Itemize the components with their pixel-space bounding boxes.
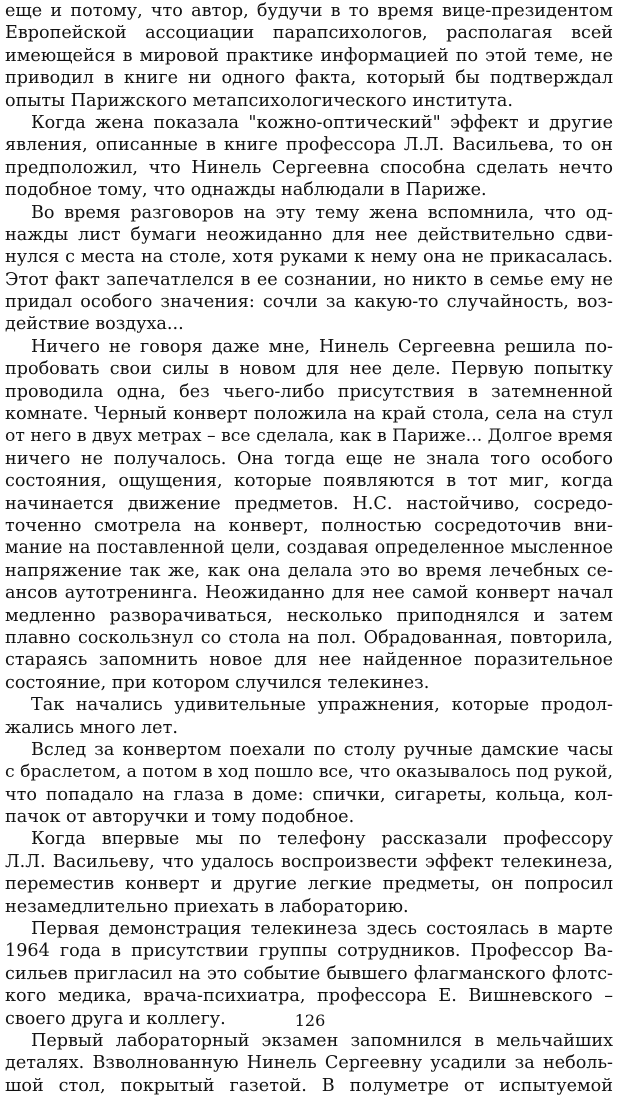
text-line: опыты Парижского метапсихологического института. bbox=[5, 90, 513, 111]
text-line: Первая демонстрация телекинеза здесь состоялась в марте bbox=[31, 919, 613, 940]
body-text bbox=[5, 0, 613, 1097]
text-line: подобное тому, что однажды наблюдали в Париже. bbox=[5, 180, 487, 201]
text-line: стараясь запомнить новое для нее найденное поразительное bbox=[5, 650, 613, 671]
text-line: незамедлительно приехать в лабораторию. bbox=[5, 896, 409, 917]
text-line: что попадало на глаза в доме: спички, сигареты, кольца, кол- bbox=[5, 784, 613, 805]
text-line: от него в двух метрах – все сделала, как в Париже... Долгое время bbox=[5, 426, 613, 447]
text-line: Вслед за конвертом поехали по столу ручные дамские часы bbox=[31, 739, 613, 760]
text-line: Л.Л. Васильеву, что удалось воспроизвести эффект телекинеза, bbox=[5, 851, 613, 872]
text-line: нажды лист бумаги неожиданно для нее действительно сдви- bbox=[5, 224, 613, 245]
text-line: придал особого значения: сочли за какую-то случайность, воз- bbox=[5, 292, 613, 313]
text-line: медленно разворачиваться, несколько приподнялся и затем bbox=[5, 605, 613, 626]
text-line: Когда впервые мы по телефону рассказали профессору bbox=[31, 829, 613, 850]
text-line: Когда жена показала "кожно-оптический" эффект и другие bbox=[31, 112, 613, 133]
page-number: 126 bbox=[294, 1011, 326, 1030]
text-line: плавно соскользнул со стола на пол. Обрадованная, повторила, bbox=[5, 627, 613, 648]
text-line: Ничего не говоря даже мне, Нинель Сергеевна решила по- bbox=[31, 336, 613, 357]
text-line: явления, описанные в книге профессора Л.Л. Васильева, то он bbox=[5, 135, 613, 156]
text-line: кого медика, врача-психиатра, профессора Е. Вишневского – bbox=[5, 986, 613, 1007]
text-line: 1964 года в присутствии группы сотрудников. Профессор Ва- bbox=[5, 941, 613, 962]
text-line: предположил, что Нинель Сергеевна способна сделать нечто bbox=[5, 157, 613, 178]
text-line: Первый лабораторный экзамен запомнился в мельчайших bbox=[31, 1030, 613, 1051]
text-line: переместив конверт и другие легкие предметы, он попросил bbox=[5, 874, 613, 895]
text-line: проводила одна, без чьего-либо присутствия в затемненной bbox=[5, 381, 613, 402]
text-line: состояния, ощущения, которые появляются в тот миг, когда bbox=[5, 471, 613, 492]
text-line: Европейской ассоциации парапсихологов, располагая всей bbox=[5, 23, 613, 44]
text-line: нулся с места на столе, хотя руками к нему она не прикасалась. bbox=[5, 247, 613, 268]
text-line: деталях. Взволнованную Нинель Сергеевну усадили за неболь- bbox=[5, 1053, 613, 1074]
text-line: пробовать свои силы в новом для нее деле. Первую попытку bbox=[5, 359, 613, 380]
text-line: напряжение так же, как она делала это во время лечебных се- bbox=[5, 560, 613, 581]
text-line: начинается движение предметов. Н.С. настойчиво, сосредо- bbox=[5, 493, 613, 514]
text-line: ничего не получалось. Она тогда еще не знала того особого bbox=[5, 448, 613, 469]
text-line: своего друга и коллегу. bbox=[5, 1008, 226, 1029]
text-line: ансов аутотренинга. Неожиданно для нее самой конверт начал bbox=[5, 583, 613, 604]
text-line: состояние, при котором случился телекинез. bbox=[5, 672, 430, 693]
text-line: точенно смотрела на конверт, полностью сосредоточив вни- bbox=[5, 515, 613, 536]
text-line: пачок от авторучки и тому подобное. bbox=[5, 807, 355, 828]
text-line: имеющейся в мировой практике информацией по этой теме, не bbox=[5, 45, 613, 66]
text-line: Этот факт запечатлелся в ее сознании, но никто в семье ему не bbox=[5, 269, 613, 290]
text-line: жались много лет. bbox=[5, 717, 178, 738]
text-line: Так начались удивительные упражнения, которые продол- bbox=[31, 695, 613, 716]
text-line: приводил в книге ни одного факта, который бы подтверждал bbox=[5, 68, 613, 89]
text-line: с браслетом, а потом в ход пошло все, что оказывалось под рукой, bbox=[5, 762, 613, 783]
text-line: Во время разговоров на эту тему жена вспомнила, что од- bbox=[31, 202, 613, 223]
text-line: мание на поставленной цели, создавая определенное мысленное bbox=[5, 538, 613, 559]
text-line: действие воздуха... bbox=[5, 314, 184, 335]
text-line: сильев пригласил на это событие бывшего флагманского флотс- bbox=[5, 963, 613, 984]
text-line: еще и потому, что автор, будучи в то время вице-президентом bbox=[5, 1, 613, 21]
text-line: комнате. Черный конверт положила на край стола, села на стул bbox=[5, 404, 613, 425]
text-line: шой стол, покрытый газетой. В полуметре от испытуемой bbox=[5, 1075, 613, 1096]
